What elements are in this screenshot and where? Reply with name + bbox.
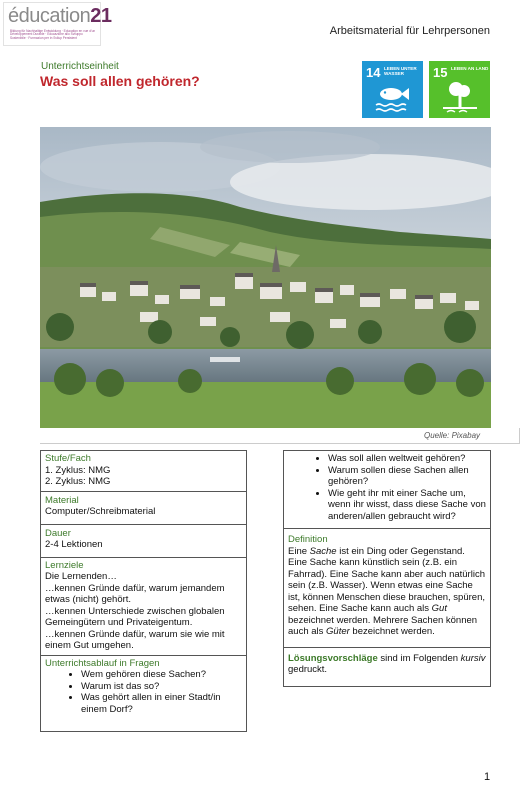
lernziele-heading: Lernziele [45, 559, 84, 571]
loesung-section: Lösungsvorschläge sind im Folgenden kursiv gedruckt. [288, 652, 486, 675]
unit-label: Unterrichtseinheit [41, 61, 119, 72]
material-heading: Material [45, 494, 79, 506]
loesung-bold: Lösungsvorschläge [288, 652, 378, 664]
fish-icon [362, 79, 423, 118]
dauer-heading: Dauer [45, 527, 71, 539]
education21-logo [3, 2, 112, 46]
sdg-14-tile [362, 61, 423, 118]
lernziele-line: …kennen Unterschiede zwischen globalen Gemeingütern und Privateigentum. [45, 605, 225, 628]
questions-definition-table [283, 450, 491, 687]
list-item: • Wie geht ihr mit einer Sache um, wenn ihr wisst, dass diese Sache von anderen/allen gebraucht wird? [328, 488, 486, 523]
stufe-section [41, 451, 246, 492]
sdg-label: LEBEN AN LAND [451, 66, 489, 71]
lernziele-section [41, 558, 246, 656]
lernziele-line: Die Lernenden… [45, 571, 117, 582]
stufe-line: 2. Zyklus: NMG [45, 476, 111, 487]
ablauf-list [45, 669, 242, 715]
ablauf-heading: Unterrichtsablauf in Fragen [45, 657, 160, 669]
definition-section [284, 529, 490, 648]
photo-source: Quelle: Pixabay [424, 431, 481, 440]
tree-icon [429, 79, 490, 118]
sdg-label: LEBEN UNTER WASSER [384, 66, 417, 76]
sdg-15-tile [429, 61, 490, 118]
material-section [41, 492, 246, 525]
sdg-number: 15 [433, 65, 448, 80]
list-item: • Warum sollen diese Sachen allen gehören? [328, 465, 486, 488]
sdg-number: 14 [366, 65, 381, 80]
lernziele-line: …kennen Gründe dafür, warum jemandem etwas (nicht) gehört. [45, 582, 225, 605]
list-item: • Warum ist das so? [81, 681, 242, 693]
logo-tagline: Bildung für Nachhaltige Entwicklung · Education en vue d'un Développement Durable · Educazione allo Sviluppo Sostenibile · Furmaziun per in Svilup Persistent [10, 29, 96, 40]
ablauf-section [41, 656, 246, 719]
dauer-text: 2-4 Lektionen [45, 539, 103, 550]
material-text: Computer/Schreibmaterial [45, 506, 156, 517]
definition-text: Eine Sache ist ein Ding oder Gegenstand. Eine Sache kann künstlich sein (z.B. ein Fahrrad). Eine Sache kann aber auch natürlich sein (z.B. Wasser). Wenn etwas eine Sache ist, können Menschen diese brauchen, spüren, sehen. Eine Sache kann auch als Gut bezeichnet werden. Mehrere Sachen können auch als Güter bezeichnet werden. [288, 545, 485, 637]
list-item: • Wem gehören diese Sachen? [81, 669, 242, 681]
village-river-photo [40, 127, 491, 428]
definition-heading: Definition [288, 534, 328, 545]
dauer-section [41, 525, 246, 558]
list-item: • Was soll allen weltweit gehören? [328, 453, 486, 465]
questions-list [288, 453, 486, 522]
questions-section [284, 451, 490, 529]
logo-wordmark: éducation21 [8, 5, 112, 27]
document-type-label: Arbeitsmaterial für Lehrpersonen [329, 25, 490, 37]
list-item: • Was gehört allen in einer Stadt/in einem Dorf? [81, 692, 242, 715]
page-title: Was soll allen gehören? [40, 73, 200, 89]
stufe-heading: Stufe/Fach [45, 453, 91, 464]
lesson-info-table [40, 450, 247, 732]
page-number: 1 [484, 771, 491, 783]
lernziele-line: …kennen Gründe dafür, warum sie wie mit einem Gut umgehen. [45, 628, 225, 651]
stufe-line: 1. Zyklus: NMG [45, 464, 111, 476]
